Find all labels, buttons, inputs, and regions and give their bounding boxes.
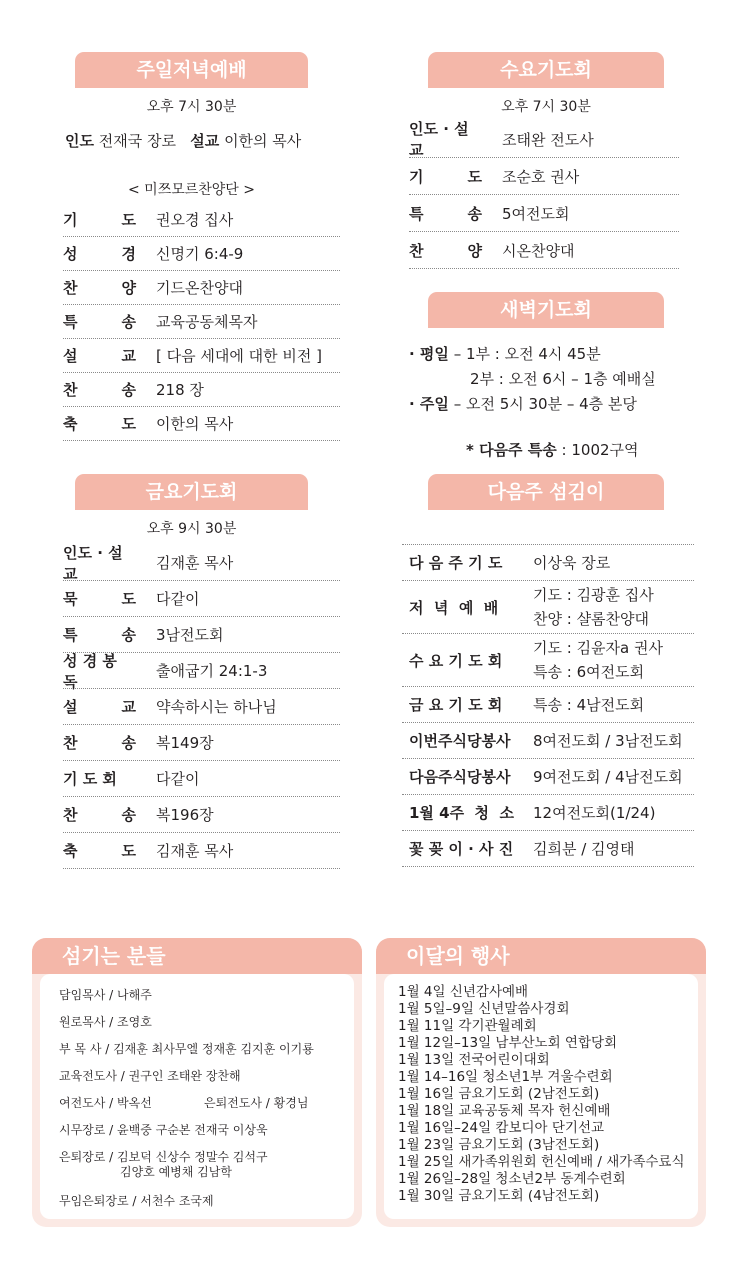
program-value: 다같이 bbox=[156, 590, 200, 608]
servant-duty-row bbox=[402, 545, 694, 581]
program-label-b: 양 bbox=[467, 241, 482, 260]
duty-line: 이상욱 장로 bbox=[533, 553, 611, 572]
servants-box bbox=[32, 938, 362, 1227]
duty-label: 꽃 꽂 이 · 사 진 bbox=[409, 840, 514, 858]
program-label-b: 송 bbox=[121, 806, 136, 824]
program-label-b: 송 bbox=[121, 734, 136, 752]
duty-label: 금 요 기 도 회 bbox=[409, 696, 503, 714]
duty-value bbox=[533, 583, 694, 631]
event-item: 1월 16일 금요기도회 (2남전도회) bbox=[398, 1086, 600, 1102]
servant-duty-row bbox=[402, 634, 694, 687]
event-item: 1월 11일 각기관월례회 bbox=[398, 1018, 537, 1034]
program-label bbox=[63, 209, 136, 230]
program-value: 권오경 집사 bbox=[156, 211, 234, 229]
event-item: 1월 5일–9일 신년말씀사경회 bbox=[398, 1001, 570, 1017]
program-value: 218 장 bbox=[156, 381, 204, 399]
program-row bbox=[63, 689, 340, 725]
program-row bbox=[63, 617, 340, 653]
program-row bbox=[63, 653, 340, 689]
program-label-a: 인도 · 설교 bbox=[409, 120, 469, 159]
program-label-a: 특 bbox=[409, 204, 424, 223]
duty-line: 8여전도회 / 3남전도회 bbox=[533, 731, 683, 750]
event-item: 1월 26일–28일 청소년2부 동계수련회 bbox=[398, 1171, 626, 1187]
program-value: 김재훈 목사 bbox=[156, 554, 234, 572]
program-row bbox=[63, 305, 340, 339]
program-label-a: 찬 bbox=[63, 279, 78, 297]
program-label bbox=[409, 240, 482, 261]
program-label-a: 특 bbox=[63, 626, 78, 644]
program-row bbox=[63, 833, 340, 869]
event-item: 1월 30일 금요기도회 (4남전도회) bbox=[398, 1188, 600, 1204]
duty-label: 다 음 주 기 도 bbox=[409, 554, 503, 572]
servants-inner bbox=[40, 974, 354, 1219]
program-value: 다같이 bbox=[156, 770, 200, 788]
program-label bbox=[63, 624, 136, 645]
servant-duty-row bbox=[402, 723, 694, 759]
servant-entry: 원로목사 / 조영호 bbox=[59, 1015, 152, 1029]
program-row bbox=[409, 195, 679, 232]
program-label-a: 기 도 회 bbox=[63, 770, 117, 788]
program-row bbox=[63, 761, 340, 797]
program-label-b: 송 bbox=[121, 381, 136, 399]
duty-label: 저 녁 예 배 bbox=[409, 598, 499, 617]
servant-entry: 김양호 예병채 김남학 bbox=[120, 1165, 232, 1179]
program-value: 출애굽기 24:1-3 bbox=[156, 662, 268, 680]
program-label-b: 도 bbox=[121, 842, 136, 860]
program-label-b: 도 bbox=[121, 211, 136, 229]
dawn-weekday-label: · 평일 bbox=[409, 345, 449, 363]
servants-title: 섬기는 분들 bbox=[32, 938, 362, 974]
duty-line: 찬양 : 샬롬찬양대 bbox=[533, 610, 650, 628]
program-label-a: 축 bbox=[63, 415, 78, 433]
dawn-sunday-line: – 오전 5시 30분 – 4층 본당 bbox=[453, 395, 637, 413]
program-row bbox=[63, 797, 340, 833]
program-row bbox=[63, 725, 340, 761]
program-value: 복196장 bbox=[156, 806, 214, 824]
program-label-a: 찬 bbox=[63, 381, 78, 399]
program-label bbox=[63, 650, 136, 692]
program-value: 조순호 권사 bbox=[502, 167, 580, 186]
program-value: 시온찬양대 bbox=[502, 241, 575, 260]
duty-value bbox=[533, 801, 694, 825]
duty-value bbox=[533, 551, 694, 575]
dawn-sunday bbox=[409, 393, 637, 414]
program-label-b: 교 bbox=[121, 347, 136, 365]
duty-value bbox=[533, 636, 694, 684]
friday-title: 금요기도회 bbox=[75, 474, 308, 510]
program-row bbox=[409, 158, 679, 195]
program-label-a: 설 bbox=[63, 698, 78, 716]
event-item: 1월 23일 금요기도회 (3남전도회) bbox=[398, 1137, 600, 1153]
program-label-b: 송 bbox=[121, 626, 136, 644]
program-label-a: 성 경 봉 독 bbox=[63, 651, 117, 691]
program-label bbox=[63, 588, 136, 609]
program-label-a: 기 bbox=[63, 211, 78, 229]
dawn-sunday-label: · 주일 bbox=[409, 395, 449, 413]
program-row bbox=[63, 237, 340, 271]
program-label-a: 기 bbox=[409, 167, 424, 186]
servant-entry: 담임목사 / 나해주 bbox=[59, 988, 152, 1002]
duty-label: 수 요 기 도 회 bbox=[409, 651, 503, 670]
duty-line: 김희분 / 김영태 bbox=[533, 839, 635, 858]
next-special-label: * 다음주 특송 bbox=[466, 441, 557, 459]
program-label-b: 송 bbox=[467, 204, 482, 223]
wednesday-title: 수요기도회 bbox=[428, 52, 664, 88]
sunday-title: 주일저녁예배 bbox=[75, 52, 308, 88]
event-item: 1월 13일 전국어린이대회 bbox=[398, 1052, 550, 1068]
events-box bbox=[376, 938, 706, 1227]
sunday-leader-line bbox=[65, 130, 301, 151]
program-label-b: 교 bbox=[121, 698, 136, 716]
servant-entry: 시무장로 / 윤백중 구순본 전재국 이상욱 bbox=[59, 1123, 268, 1137]
program-label-a: 인도 · 설교 bbox=[63, 543, 123, 583]
event-item: 1월 18일 교육공동체 목자 헌신예배 bbox=[398, 1103, 611, 1119]
program-label-b: 도 bbox=[121, 590, 136, 608]
program-label bbox=[409, 203, 482, 224]
dawn-weekday-2: 2부 : 오전 6시 – 1층 예배실 bbox=[470, 370, 656, 388]
servant-entry: 부 목 사 / 김재훈 최사무엘 정재훈 김지훈 이기룡 bbox=[59, 1042, 314, 1056]
program-label-a: 설 bbox=[63, 347, 78, 365]
program-row bbox=[63, 581, 340, 617]
servant-entry: 은퇴장로 / 김보덕 신상수 정말수 김석구 bbox=[59, 1150, 268, 1164]
duty-label: 1월 4주 청 소 bbox=[409, 804, 514, 822]
event-item: 1월 4일 신년감사예배 bbox=[398, 984, 529, 1000]
duty-line: 기도 : 김윤자a 권사 bbox=[533, 639, 663, 657]
program-label-a: 축 bbox=[63, 842, 78, 860]
duty-line: 특송 : 4남전도회 bbox=[533, 695, 645, 714]
program-value: 복149장 bbox=[156, 734, 214, 752]
program-value: 5여전도회 bbox=[502, 204, 570, 223]
program-value: 신명기 6:4-9 bbox=[156, 245, 244, 263]
next-week-title: 다음주 섬김이 bbox=[428, 474, 664, 510]
dawn-weekday bbox=[409, 343, 601, 364]
duty-line: 기도 : 김광훈 집사 bbox=[533, 586, 654, 604]
servant-duty-row bbox=[402, 759, 694, 795]
program-row bbox=[63, 271, 340, 305]
program-value: 이한의 목사 bbox=[156, 415, 234, 433]
program-label bbox=[63, 311, 136, 332]
program-row bbox=[63, 545, 340, 581]
program-row bbox=[63, 407, 340, 441]
duty-line: 9여전도회 / 4남전도회 bbox=[533, 767, 683, 786]
program-label-a: 성 bbox=[63, 245, 78, 263]
program-value: [ 다음 세대에 대한 비전 ] bbox=[156, 347, 322, 365]
program-label bbox=[63, 732, 136, 753]
program-label-b: 양 bbox=[121, 279, 136, 297]
dawn-weekday-line1: – 1부 : 오전 4시 45분 bbox=[453, 345, 601, 363]
servant-entry: 무임은퇴장로 / 서천수 조국제 bbox=[59, 1194, 214, 1208]
program-label-b: 도 bbox=[121, 415, 136, 433]
program-label-a: 찬 bbox=[63, 806, 78, 824]
servant-duty-row bbox=[402, 795, 694, 831]
duty-value bbox=[533, 765, 694, 789]
servant-duty-row bbox=[402, 831, 694, 867]
servant-entry: 교육전도사 / 권구인 조태완 장찬해 bbox=[59, 1069, 241, 1083]
program-value: 3남전도회 bbox=[156, 626, 224, 644]
sermon-value: 이한의 목사 bbox=[224, 132, 302, 150]
program-row bbox=[63, 203, 340, 237]
program-label bbox=[63, 243, 136, 264]
sermon-label: 설교 bbox=[190, 132, 220, 150]
program-label bbox=[409, 166, 482, 187]
program-value: 교육공동체목자 bbox=[156, 313, 258, 331]
program-row bbox=[63, 373, 340, 407]
program-row bbox=[409, 121, 679, 158]
program-row bbox=[63, 339, 340, 373]
lead-label: 인도 bbox=[65, 132, 94, 150]
duty-value bbox=[533, 693, 694, 717]
program-label-b: 경 bbox=[121, 245, 136, 263]
events-inner bbox=[384, 974, 698, 1219]
dawn-title: 새벽기도회 bbox=[428, 292, 664, 328]
sunday-time: 오후 7시 30분 bbox=[146, 99, 237, 115]
program-label-a: 찬 bbox=[409, 241, 424, 260]
program-value: 조태완 전도사 bbox=[502, 130, 594, 149]
program-label bbox=[63, 413, 136, 434]
program-label bbox=[63, 542, 136, 584]
program-label-b: 도 bbox=[467, 167, 482, 186]
program-label-b: 송 bbox=[121, 313, 136, 331]
program-label bbox=[63, 277, 136, 298]
program-row bbox=[409, 232, 679, 269]
duty-line: 12여전도회(1/24) bbox=[533, 803, 656, 822]
servant-duty-row bbox=[402, 581, 694, 634]
program-label-a: 묵 bbox=[63, 590, 78, 608]
events-title: 이달의 행사 bbox=[376, 938, 706, 974]
duty-line: 특송 : 6여전도회 bbox=[533, 663, 645, 681]
program-label bbox=[63, 696, 136, 717]
program-value: 김재훈 목사 bbox=[156, 842, 234, 860]
program-label bbox=[63, 379, 136, 400]
duty-value bbox=[533, 837, 694, 861]
retired-evangelist: 은퇴전도사 / 황경님 bbox=[204, 1096, 309, 1110]
friday-time: 오후 9시 30분 bbox=[146, 521, 237, 537]
program-label bbox=[63, 840, 136, 861]
next-week-top-border bbox=[402, 544, 694, 545]
program-label bbox=[63, 768, 136, 789]
next-special bbox=[466, 439, 639, 460]
servant-entry: 여전도사 / 박옥선 bbox=[59, 1096, 152, 1110]
program-value: 약속하시는 하나님 bbox=[156, 698, 277, 716]
wednesday-time: 오후 7시 30분 bbox=[501, 99, 591, 115]
program-label bbox=[63, 345, 136, 366]
program-label bbox=[63, 804, 136, 825]
sunday-choir: < 미쯔모르찬양단 > bbox=[127, 182, 256, 198]
servant-duty-row bbox=[402, 687, 694, 723]
event-item: 1월 25일 새가족위원회 헌신예배 / 새가족수료식 bbox=[398, 1154, 685, 1170]
program-label bbox=[409, 118, 482, 160]
duty-value bbox=[533, 729, 694, 753]
program-label-a: 찬 bbox=[63, 734, 78, 752]
program-label-a: 특 bbox=[63, 313, 78, 331]
program-value: 기드온찬양대 bbox=[156, 279, 243, 297]
event-item: 1월 16일–24일 캄보디아 단기선교 bbox=[398, 1120, 605, 1136]
lead-value: 전재국 장로 bbox=[98, 132, 176, 150]
next-special-value: : 1002구역 bbox=[561, 441, 639, 459]
event-item: 1월 14–16일 청소년1부 겨울수련회 bbox=[398, 1069, 613, 1085]
duty-label: 이번주식당봉사 bbox=[409, 732, 511, 750]
duty-label: 다음주식당봉사 bbox=[409, 768, 511, 786]
event-item: 1월 12일–13일 남부산노회 연합당회 bbox=[398, 1035, 618, 1051]
